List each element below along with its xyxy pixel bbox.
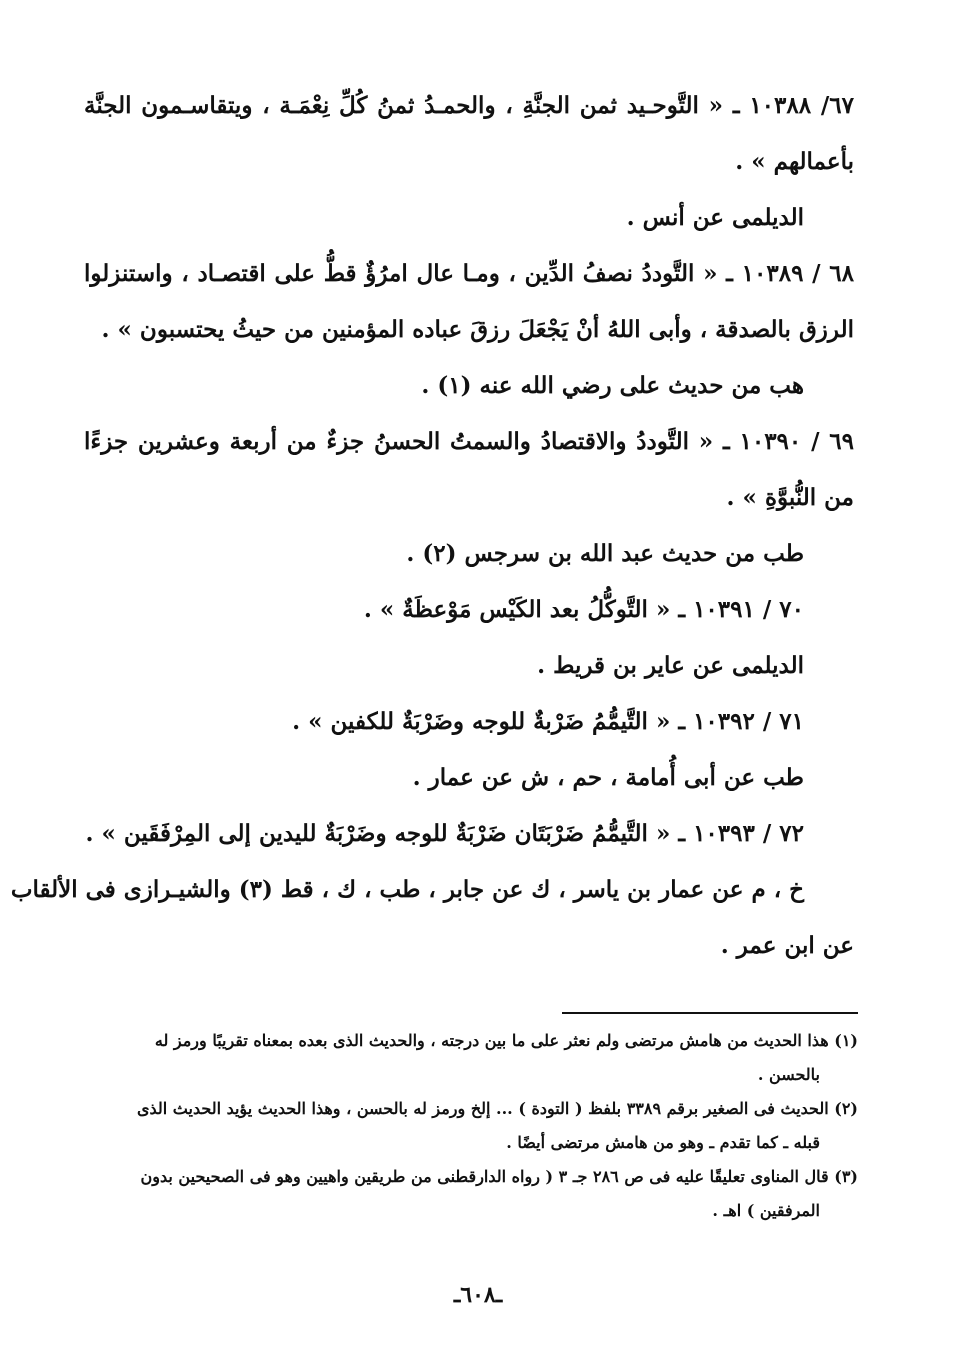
footnote-3-line-2: المرفقين ) اهـ . <box>712 1201 820 1220</box>
source-citation-10389: هب من حديث على رضي الله عنه (١) . <box>421 372 804 399</box>
footnote-separator <box>562 1012 858 1014</box>
footnote-3-line-1: (٣) قال المناوى تعليقًا عليه فى ص ٢٨٦ جـ ٣ ( رواه الدارقطنى من طريقين واهيين وهو فى الصحيحين بدون <box>140 1167 858 1186</box>
hadith-entry-10391: ٧٠ / ١٠٣٩١ ـ « التَّوكُّلُ بعد الكَيْس مَوْعظَةٌ » . <box>363 596 804 623</box>
footnote-2-line-1: (٢) الحديث فى الصغير برقم ٣٣٨٩ بلفظ ( التودة ) ... إلخ ورمز له بالحسن ، وهذا الحديث يؤيد الحديث الذى <box>136 1099 858 1118</box>
hadith-entry-10392: ٧١ / ١٠٣٩٢ ـ « التَّيمُّمُ ضَرْبةٌ للوجه وضَرْبَةٌ للكفين » . <box>292 708 804 735</box>
hadith-entry-10388-line-2: بأعمالهم » . <box>735 148 854 175</box>
footnote-2-line-2: قبله ـ كما تقدم ـ وهو من هامش مرتضى أيضًا . <box>506 1133 820 1152</box>
source-citation-10393-line-1: خ ، م عن عمار بن ياسر ، ك عن جابر ، طب ، ك ، قط (٣) والشيـرازى فى الألقاب <box>10 876 804 903</box>
hadith-entry-10388-line-1: ٦٧/ ١٠٣٨٨ ـ « التَّوحـيد ثمن الجنَّةِ ، والحمـدُ ثمنُ كُلِّ نِعْمَـة ، ويتقاسـمون الجنَّة <box>84 92 854 119</box>
footnote-1-line-2: بالحسن . <box>757 1065 820 1084</box>
source-citation-10391: الديلمى عن عاير بن قريط . <box>537 652 804 679</box>
source-citation-10393-line-2: عن ابن عمر . <box>720 932 854 959</box>
footnote-1-line-1: (١) هذا الحديث من هامش مرتضى ولم نعثر على ما بين درجته ، والحديث الذى بعده بمعناه تقريبًا ورمز له <box>154 1031 858 1050</box>
source-citation-10392: طب عن أبى أُمامة ، حم ، ش عن عمار . <box>412 764 804 791</box>
hadith-entry-10390-line-2: من النُّبوَّةِ » . <box>726 484 854 511</box>
page-number: ـ٦٠٨ـ <box>453 1282 503 1308</box>
source-citation-10390: طب من حديث عبد الله بن سرجس (٢) . <box>406 540 804 567</box>
hadith-entry-10390-line-1: ٦٩ / ١٠٣٩٠ ـ « التَّوددُ والاقتصادُ والسمتُ الحسنُ جزءٌ من أربعة وعشرين جزءًا <box>84 428 854 455</box>
hadith-body <box>10 78 855 974</box>
hadith-entry-10393: ٧٢ / ١٠٣٩٣ ـ « التَّيمُّمُ ضَرْبَتَان ضَرْبَةٌ للوجه وضَرْبَةٌ لليدين إلى المِرْفَقَين » . <box>85 820 804 847</box>
source-citation-10388: الديلمى عن أنس . <box>626 204 804 231</box>
hadith-entry-10389-line-2: الرزق بالصدقة ، وأبى اللهُ أنْ يَجْعَلَ رزقَ عباده المؤمنين من حيثُ يحتسبون » . <box>101 316 854 343</box>
footnotes <box>82 1024 858 1228</box>
hadith-entry-10389-line-1: ٦٨ / ١٠٣٨٩ ـ « التَّوددُ نصفُ الدِّين ، ومـا عال امرُؤٌ قطُّ على اقتصـاد ، واستنزلوا <box>84 260 855 287</box>
